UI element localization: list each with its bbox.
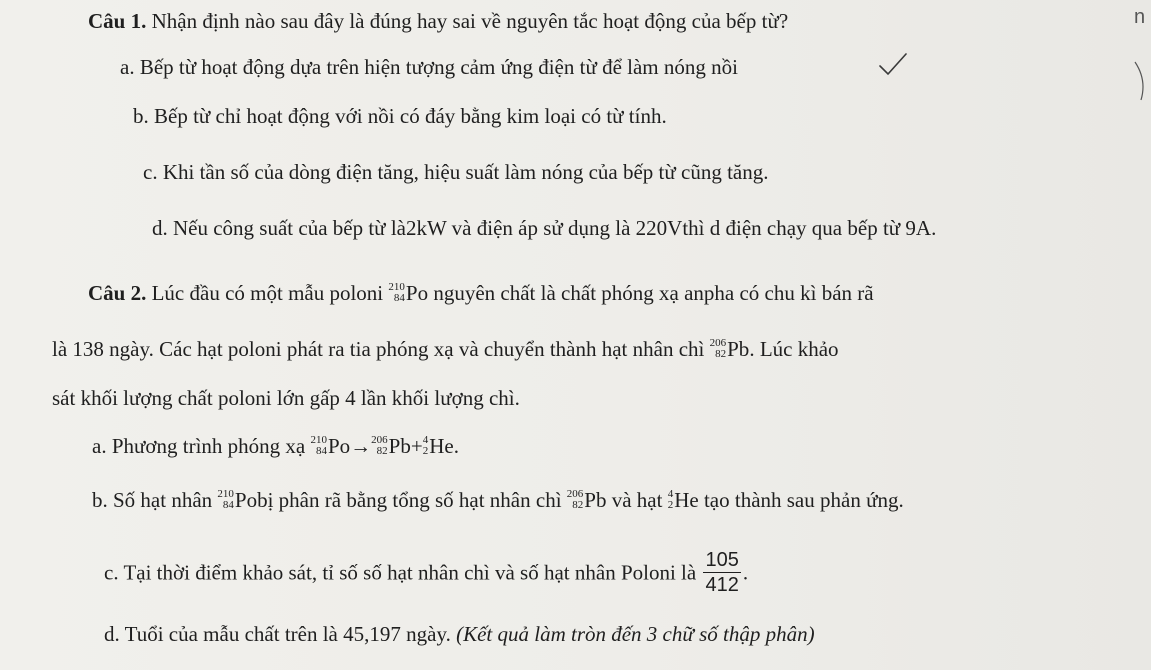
fraction-denominator: 412 <box>705 574 739 596</box>
isotope-pb-b: 206 82 Pb <box>566 488 607 512</box>
q1-option-b: b. Bếp từ chỉ hoạt động với nồi có đáy bằng kim loại có từ tính. <box>133 104 667 128</box>
q1-label: Câu 1. <box>88 9 147 33</box>
q2-a-text: a. Phương trình phóng xạ <box>92 434 306 458</box>
q2-b-text-4: tạo thành sau phản ứng. <box>703 488 904 512</box>
q2-title-text-2: nguyên chất là chất phóng xạ anpha có chu kì bán rã <box>433 281 874 305</box>
equation-period: . <box>453 434 459 458</box>
ratio-fraction <box>703 548 740 597</box>
q2-option-b <box>92 487 904 513</box>
q2-option-d <box>104 621 815 647</box>
q1-option-c: c. Khi tần số của dòng điện tăng, hiệu suất làm nóng của bếp từ cũng tăng. <box>143 160 769 184</box>
isotope-po-210: 210 84 Po <box>388 281 429 305</box>
q2-line2-text-2: . Lúc khảo <box>749 337 839 361</box>
pen-stroke-icon <box>1131 60 1151 120</box>
q1-option-a: a. Bếp từ hoạt động dựa trên hiện tượng cảm ứng điện từ để làm nóng nồi <box>120 55 738 79</box>
fraction-numerator: 105 <box>705 549 739 571</box>
isotope-po-b: 210 84 Po <box>217 488 258 512</box>
q2-b-text-1: b. Số hạt nhân <box>92 488 213 512</box>
q2-option-c: c. Tại thời điểm khảo sát, tỉ số số hạt nhân chì và số hạt nhân Poloni là $\frac{105}{412}$ . <box>104 549 749 596</box>
equation-po: 210 84 Po <box>310 434 351 458</box>
q2-title-text-1: Lúc đầu có một mẫu poloni <box>151 281 384 305</box>
q1-option-d: d. Nếu công suất của bếp từ là2kW và điện áp sử dụng là 220Vthì d điện chạy qua bếp từ 9A. <box>152 216 937 240</box>
q2-c-text: c. Tại thời điểm khảo sát, tỉ số số hạt nhân chì và số hạt nhân Poloni là <box>104 560 697 585</box>
q2-option-a <box>92 433 459 459</box>
margin-character: n <box>1134 6 1146 28</box>
q2-label: Câu 2. <box>88 281 147 305</box>
check-mark-icon <box>878 52 908 78</box>
isotope-he-b: 4 2 He <box>667 488 699 512</box>
equation-plus: + <box>410 434 423 458</box>
q2-d-text: d. Tuổi của mẫu chất trên là 45,197 ngày. <box>104 622 451 646</box>
q2-b-text-3: và hạt <box>611 488 663 512</box>
equation-pb: 206 82 Pb <box>371 434 411 458</box>
q2-line2 <box>52 336 839 362</box>
q2-line2-text-1: là 138 ngày. Các hạt poloni phát ra tia phóng xạ và chuyển thành hạt nhân chì <box>52 337 705 361</box>
q1-title-text: Nhận định nào sau đây là đúng hay sai về nguyên tắc hoạt động của bếp từ? <box>151 9 789 33</box>
q2-title <box>88 280 874 306</box>
equation-arrow: → <box>350 434 372 458</box>
q2-line3: sát khối lượng chất poloni lớn gấp 4 lần khối lượng chì. <box>52 386 520 410</box>
isotope-pb-206: 206 82 Pb <box>709 337 750 361</box>
equation-he: 4 2 He <box>422 434 454 458</box>
q1-title <box>88 8 788 34</box>
q2-b-text-2: bị phân rã bằng tổng số hạt nhân chì <box>257 488 562 512</box>
q2-d-note: (Kết quả làm tròn đến 3 chữ số thập phân) <box>456 622 815 646</box>
